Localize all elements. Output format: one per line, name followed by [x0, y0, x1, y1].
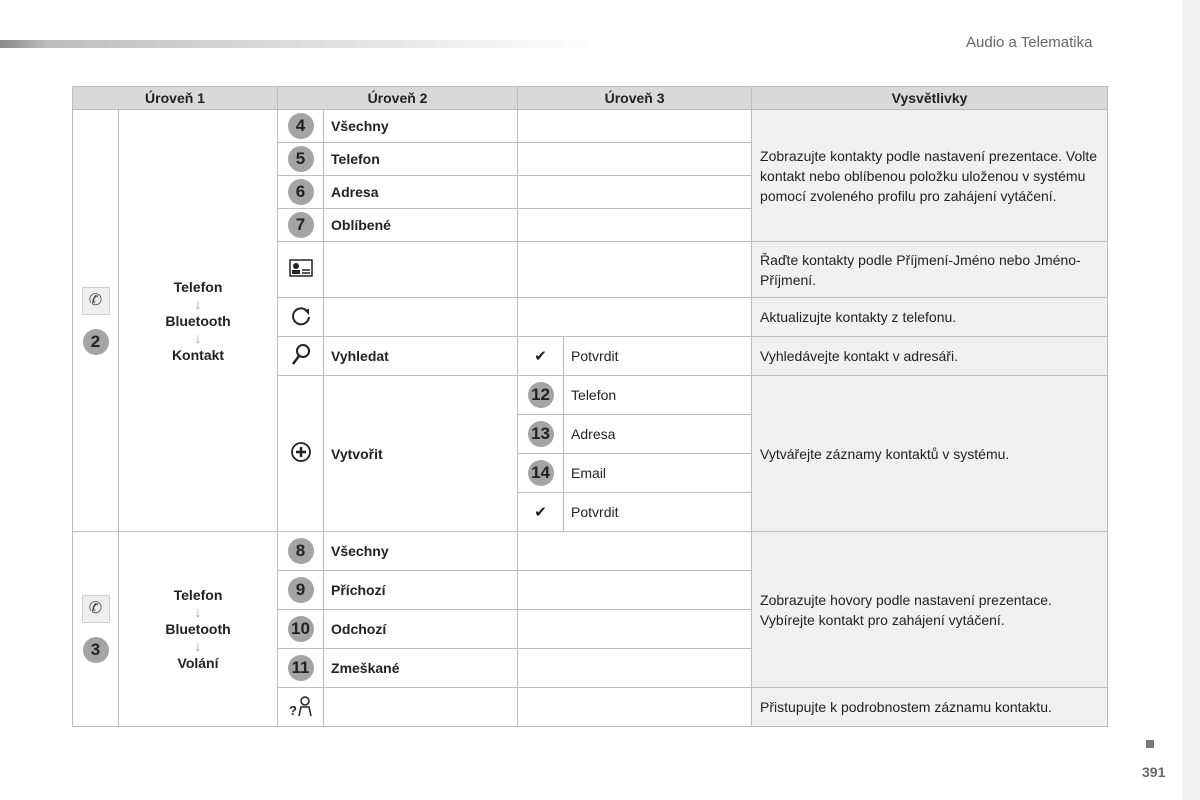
empty-cell — [518, 298, 752, 337]
number-badge: 7 — [288, 212, 314, 238]
header-level2: Úroveň 2 — [278, 87, 518, 110]
path-step: Bluetooth — [165, 621, 231, 637]
empty-cell — [324, 242, 518, 298]
arrow-down-icon: ↓ — [194, 329, 202, 346]
path-step: Telefon — [173, 587, 223, 603]
number-badge: 5 — [288, 146, 314, 172]
menu-item-address: Adresa — [324, 176, 518, 209]
menu-item-all: Všechny — [324, 110, 518, 143]
number-badge: 14 — [528, 460, 554, 486]
page-edge-strip — [1182, 0, 1200, 800]
empty-cell — [518, 610, 752, 649]
header-gradient-bar — [0, 40, 600, 48]
level1-cell-calls — [73, 532, 119, 727]
add-circle-icon — [278, 376, 324, 532]
empty-cell — [324, 688, 518, 727]
explanation: Vyhledávejte kontakt v adresáři. — [752, 337, 1108, 376]
section-title: Audio a Telematika — [966, 34, 1093, 51]
explanation: Zobrazujte kontakty podle nastavení prezentace. Volte kontakt nebo oblíbenou položku uloženou v systému pomocí zvoleného profilu pro zahájení vytáčení. — [752, 110, 1108, 242]
empty-cell — [324, 298, 518, 337]
empty-cell — [518, 143, 752, 176]
arrow-down-icon: ↓ — [194, 604, 202, 620]
header-level3: Úroveň 3 — [518, 87, 752, 110]
header-level1: Úroveň 1 — [73, 87, 278, 110]
checkmark-icon: ✔ — [534, 504, 547, 521]
menu-item-favorites: Oblíbené — [324, 209, 518, 242]
empty-cell — [518, 242, 752, 298]
number-badge: 8 — [288, 538, 314, 564]
explanation: Zobrazujte hovory podle nastavení prezentace. Vybírejte kontakt pro zahájení vytáčení. — [752, 532, 1108, 688]
path-step: Kontakt — [171, 346, 225, 363]
arrow-down-icon: ↓ — [194, 638, 202, 654]
menu-item-missed: Zmeškané — [324, 649, 518, 688]
confirm-label: Potvrdit — [564, 493, 752, 532]
path-step: Volání — [177, 655, 219, 671]
level1-cell-contacts — [73, 110, 119, 532]
path-step: Telefon — [173, 278, 223, 295]
menu-item-search: Vyhledat — [324, 337, 518, 376]
explanation: Přistupujte k podrobnostem záznamu kontaktu. — [752, 688, 1108, 727]
number-badge: 9 — [288, 577, 314, 603]
menu-item-phone: Telefon — [324, 143, 518, 176]
menu-path-contacts — [119, 110, 278, 532]
create-field-phone: Telefon — [564, 376, 752, 415]
create-field-address: Adresa — [564, 415, 752, 454]
step-badge: 3 — [83, 637, 109, 663]
arrow-down-icon: ↓ — [194, 295, 202, 312]
checkmark-icon: ✔ — [534, 348, 547, 365]
phone-icon: ✆ — [82, 595, 110, 623]
menu-item-create: Vytvořit — [324, 376, 518, 532]
empty-cell — [518, 110, 752, 143]
explanation: Řaďte kontakty podle Příjmení-Jméno nebo Jméno-Příjmení. — [752, 242, 1108, 298]
number-badge: 11 — [288, 655, 314, 681]
empty-cell — [518, 649, 752, 688]
explanation: Vytvářejte záznamy kontaktů v systému. — [752, 376, 1108, 532]
number-badge: 10 — [288, 616, 314, 642]
search-icon — [278, 337, 324, 376]
refresh-icon — [278, 298, 324, 337]
menu-table — [72, 86, 1108, 727]
number-badge: 12 — [528, 382, 554, 408]
empty-cell — [518, 688, 752, 727]
number-badge: 6 — [288, 179, 314, 205]
create-field-email: Email — [564, 454, 752, 493]
menu-path-calls — [119, 532, 278, 727]
explanation: Aktualizujte kontakty z telefonu. — [752, 298, 1108, 337]
path-step: Bluetooth — [165, 312, 231, 329]
contact-card-icon — [278, 242, 324, 298]
svg-text:?: ? — [288, 702, 297, 718]
empty-cell — [518, 532, 752, 571]
menu-item-incoming: Příchozí — [324, 571, 518, 610]
confirm-label: Potvrdit — [564, 337, 752, 376]
empty-cell — [518, 176, 752, 209]
menu-item-outgoing: Odchozí — [324, 610, 518, 649]
contact-detail-icon — [278, 688, 324, 727]
menu-item-all-calls: Všechny — [324, 532, 518, 571]
number-badge: 4 — [288, 113, 314, 139]
step-badge: 2 — [83, 329, 109, 355]
phone-icon: ✆ — [82, 287, 110, 315]
page-marker — [1146, 740, 1154, 748]
number-badge: 13 — [528, 421, 554, 447]
page-number: 391 — [1142, 764, 1166, 780]
empty-cell — [518, 571, 752, 610]
empty-cell — [518, 209, 752, 242]
header-explanation: Vysvětlivky — [752, 87, 1108, 110]
